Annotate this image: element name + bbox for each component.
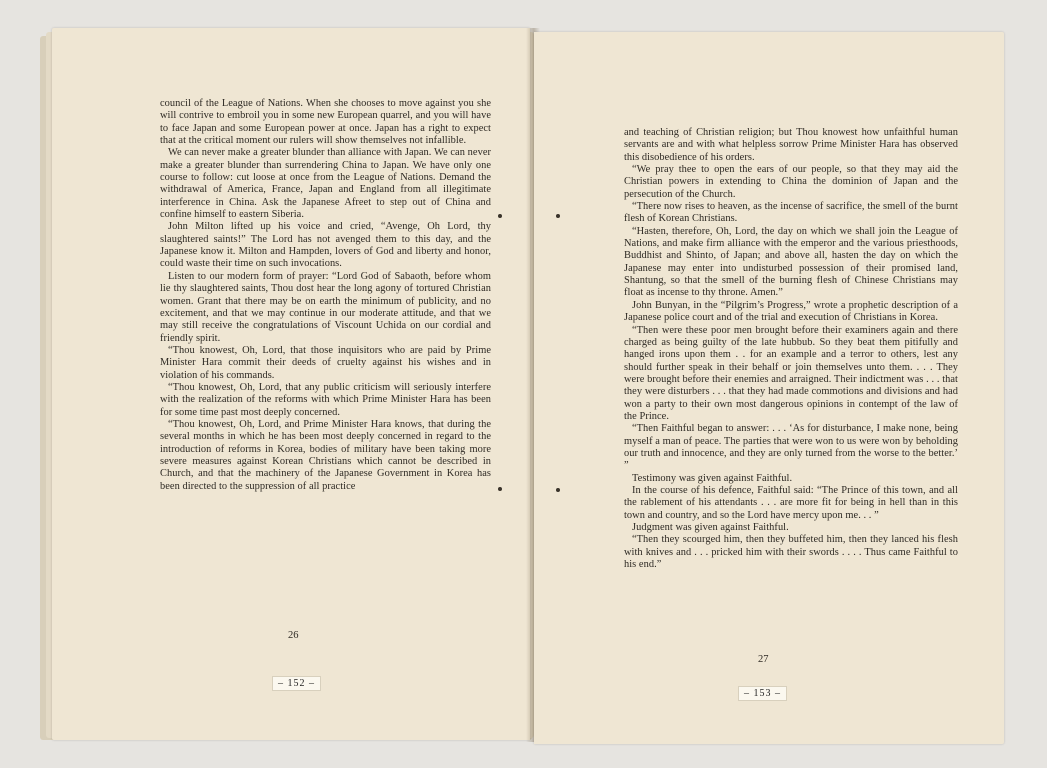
paragraph: “Then were these poor men brought before their examiners again and there charged as being guilty of the late hubbub. So they beat them pitifully and hanged irons upon them . . for an example and a terror to others, lest any should further speak in their behalf or join themselves unto them. . . . They were brought before their enemies and arraigned. Their indictment was . . . that they were disturbers . . . that they had made commotions and divisions and had won a party to their own most dangerous opinions in contempt of the law of the Prince. [624, 324, 958, 422]
paragraph: Judgment was given against Faithful. [632, 522, 789, 533]
left-page-body [160, 98, 491, 493]
margin-mark [498, 214, 502, 218]
paragraph: “Then Faithful began to answer: . . . ‘As for disturbance, I make none, being myself a man of peace. The parties that were won to us were won by beholding our truth and innocence, and they are only turned from the worse to the better.’ ” [624, 423, 958, 472]
paragraph: “Then they scourged him, then they buffeted him, then they lanced his flesh with knives and . . . pricked him with their swords . . . . Thus came Faithful to his end.” [624, 534, 958, 571]
page-number: 27 [758, 654, 769, 665]
paragraph: “Hasten, therefore, Oh, Lord, the day on which we shall join the League of Nations, and make firm alliance with the emperor and the various priesthoods, Buddhist and Shinto, of Japan; and above all, hasten the day on which the Japanese may enter into undisturbed possession of their promised land, Shantung, so that the smell of the burning flesh of Chinese Christians may float as incense to thy throne. Amen.” [624, 225, 958, 299]
margin-mark [498, 487, 502, 491]
right-page [534, 32, 1004, 744]
paragraph: John Milton lifted up his voice and cried, “Avenge, Oh Lord, thy slaughtered saints!” The Lord has not avenged them to this day, and the Japanese know it. Milton and Hampden, lovers of God and liberty and honor, could waste their time on such invocations. [160, 221, 491, 270]
paragraph: John Bunyan, in the “Pilgrim’s Progress,” wrote a prophetic description of a Japanese police court and of the trial and execution of Christians in Korea. [624, 299, 958, 324]
paragraph: In the course of his defence, Faithful said: “The Prince of this town, and all the rablement of his attendants . . . are more fit for being in hell than in this town and country, and so the Lord have mercy upon me. . . ” [624, 484, 958, 521]
archive-stamp: – 152 – [272, 676, 321, 691]
paragraph: “We pray thee to open the ears of our people, so that they may aid the Christian powers in extending to China the dominion of Japan and the persecution of the Church. [624, 164, 958, 200]
page-number: 26 [288, 630, 299, 641]
paragraph: and teaching of Christian religion; but Thou knowest how unfaithful human servants are and with what helpless sorrow Prime Minister Hara has observed this disobedience of his orders. [624, 127, 958, 163]
paragraph: We can never make a greater blunder than alliance with Japan. We can never make a greater blunder than surrendering China to Japan. We have only one course to follow: cut loose at once from the League of Nations. Demand the withdrawal of America, France, Japan and England from all illegitimate interference in China. Ask the Japanese Afreet to step out of China and confine himself to eastern Siberia. [160, 147, 491, 221]
paragraph: Testimony was given against Faithful. [632, 472, 793, 484]
paragraph: “Thou knowest, Oh, Lord, that any public criticism will seriously interfere with the realization of the reforms with which Prime Minister Hara has been for some time past most deeply concerned. [160, 381, 491, 418]
archive-stamp: – 153 – [738, 686, 787, 701]
paragraph: “There now rises to heaven, as the incense of sacrifice, the smell of the burnt flesh of Korean Christians. [624, 201, 958, 225]
right-page-body [624, 127, 958, 571]
paragraph: Listen to our modern form of prayer: “Lord God of Sabaoth, before whom lie thy slaughtered saints, Thou dost hear the long agony of tortured Christian women. Grant that there may be on earth the minimum of publicity, and no excitement, and that we may continue in our moderate attitude, and that we may still receive the congratulations of Viscount Uchida on our cordial and friendly spirit. [160, 270, 491, 344]
left-page [52, 28, 530, 740]
margin-mark [556, 214, 560, 218]
margin-mark [556, 488, 560, 492]
paragraph: “Thou knowest, Oh, Lord, and Prime Minister Hara knows, that during the several months in which he has been most deeply concerned in regard to the introduction of reforms in Korea, bodies of military have been taking more severe measures against Korean Christians which cannot be described in Church, and that the machinery of the Japanese Government in Korea has been directed to the suppression of all practice [160, 418, 491, 492]
paragraph: council of the League of Nations. When she chooses to move against you she will contrive to embroil you in some new European quarrel, and you will have to face Japan and some European power at once. Japan has a right to expect that at the critical moment our rulers will show themselves not infallible. [160, 98, 491, 147]
paragraph: “Thou knowest, Oh, Lord, that those inquisitors who are paid by Prime Minister Hara commit their deeds of cruelty against his wishes and in violation of his commands. [160, 344, 491, 381]
